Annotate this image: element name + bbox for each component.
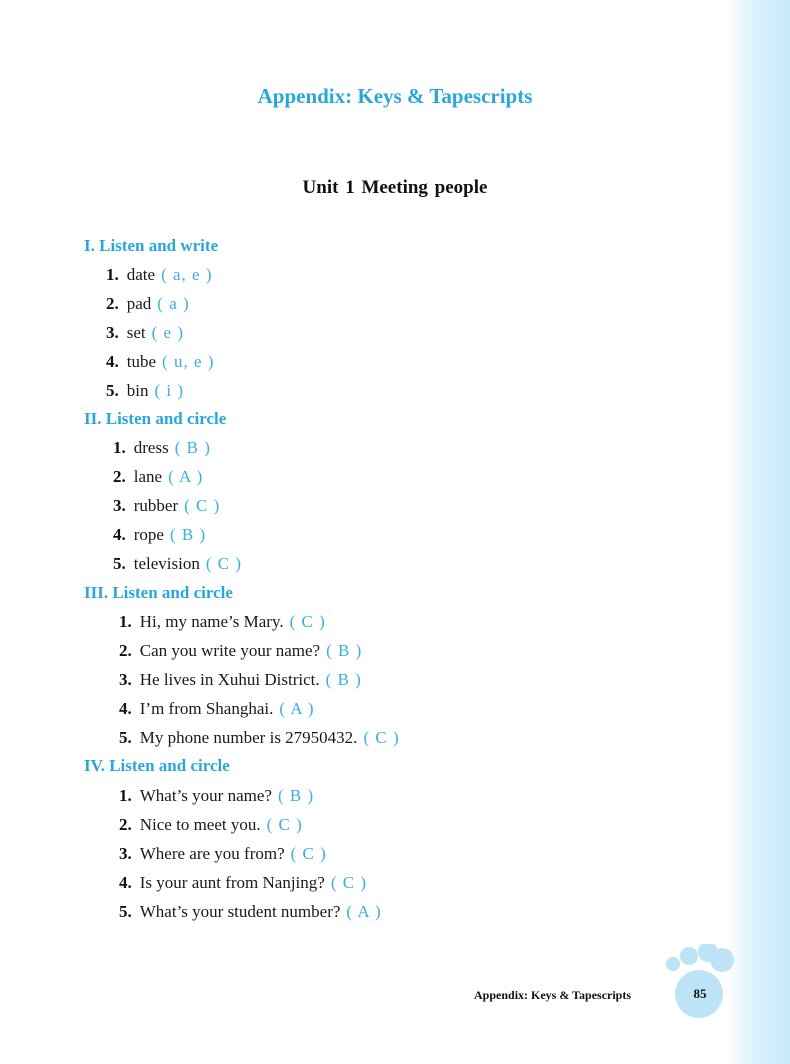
- paw-print-icon: [662, 944, 742, 1024]
- item-answer: ( B ): [325, 670, 362, 689]
- item-text: date: [126, 265, 156, 284]
- item-number: 2.: [113, 467, 126, 486]
- list-item: [119, 670, 362, 690]
- item-text: rubber: [133, 496, 179, 515]
- list-item: [119, 873, 367, 893]
- item-number: 4.: [119, 699, 132, 718]
- list-item: [119, 902, 382, 922]
- item-answer: ( a, e ): [161, 265, 213, 284]
- item-text: I’m from Shanghai.: [139, 699, 274, 718]
- list-item: [119, 815, 303, 835]
- unit-title: Unit 1 Meeting people: [302, 177, 488, 198]
- item-answer: ( A ): [168, 467, 204, 486]
- item-text: bin: [126, 381, 149, 400]
- item-text: lane: [133, 467, 163, 486]
- list-item: [113, 438, 211, 458]
- item-answer: ( A ): [279, 699, 315, 718]
- item-answer: ( u, e ): [162, 352, 215, 371]
- list-item: [119, 728, 400, 748]
- list-item: [119, 844, 327, 864]
- item-answer: ( C ): [290, 844, 327, 863]
- item-answer: ( B ): [326, 641, 363, 660]
- item-number: 3.: [119, 844, 132, 863]
- item-number: 3.: [119, 670, 132, 689]
- item-number: 5.: [106, 381, 119, 400]
- item-answer: ( C ): [289, 612, 326, 631]
- item-text: tube: [126, 352, 157, 371]
- item-answer: ( a ): [157, 294, 190, 313]
- item-number: 1.: [119, 786, 132, 805]
- list-item: [106, 294, 190, 314]
- item-text: He lives in Xuhui District.: [139, 670, 320, 689]
- list-item: [119, 699, 315, 719]
- item-answer: ( C ): [184, 496, 221, 515]
- item-answer: ( B ): [174, 438, 211, 457]
- item-number: 2.: [119, 641, 132, 660]
- page-title: Appendix: Keys & Tapescripts: [257, 84, 533, 108]
- list-item: [119, 641, 362, 661]
- item-text: rope: [133, 525, 164, 544]
- item-number: 4.: [119, 873, 132, 892]
- item-answer: ( B ): [169, 525, 207, 544]
- list-item: [106, 381, 184, 401]
- section-heading-listen-and-circle-2: II. Listen and circle: [84, 409, 227, 428]
- item-answer: ( A ): [346, 902, 382, 921]
- page-number: 85: [693, 986, 707, 1001]
- section-heading-listen-and-write: I. Listen and write: [84, 236, 219, 255]
- item-answer: ( e ): [151, 323, 185, 342]
- item-text: My phone number is 27950432.: [139, 728, 358, 747]
- item-text: set: [126, 323, 146, 342]
- item-number: 5.: [119, 902, 132, 921]
- item-answer: ( i ): [154, 381, 185, 400]
- item-answer: ( B ): [277, 786, 315, 805]
- item-number: 4.: [113, 525, 126, 544]
- item-number: 1.: [106, 265, 119, 284]
- item-answer: ( C ): [363, 728, 400, 747]
- item-number: 4.: [106, 352, 119, 371]
- item-text: Nice to meet you.: [139, 815, 261, 834]
- item-number: 1.: [113, 438, 126, 457]
- item-text: Where are you from?: [139, 844, 285, 863]
- list-item: [106, 323, 184, 343]
- list-item: [106, 265, 213, 285]
- item-number: 5.: [113, 554, 126, 573]
- list-item: [119, 612, 326, 632]
- item-text: Hi, my name’s Mary.: [139, 612, 284, 631]
- list-item: [113, 554, 242, 574]
- item-number: 2.: [106, 294, 119, 313]
- item-text: pad: [126, 294, 152, 313]
- item-text: What’s your student number?: [139, 902, 341, 921]
- item-number: 3.: [113, 496, 126, 515]
- item-answer: ( C ): [266, 815, 303, 834]
- item-text: Can you write your name?: [139, 641, 321, 660]
- item-text: television: [133, 554, 200, 573]
- item-answer: ( C ): [330, 873, 367, 892]
- item-number: 3.: [106, 323, 119, 342]
- item-number: 5.: [119, 728, 132, 747]
- list-item: [119, 786, 314, 806]
- section-heading-listen-and-circle-3: III. Listen and circle: [84, 583, 233, 602]
- item-number: 1.: [119, 612, 132, 631]
- item-number: 2.: [119, 815, 132, 834]
- side-strip: [728, 0, 790, 1064]
- footer-running-title: Appendix: Keys & Tapescripts: [474, 988, 632, 1002]
- item-text: dress: [133, 438, 169, 457]
- item-answer: ( C ): [205, 554, 243, 573]
- list-item: [106, 352, 214, 372]
- item-text: Is your aunt from Nanjing?: [139, 873, 325, 892]
- item-text: What’s your name?: [139, 786, 272, 805]
- list-item: [113, 496, 220, 516]
- section-heading-listen-and-circle-4: IV. Listen and circle: [84, 756, 230, 775]
- list-item: [113, 467, 203, 487]
- list-item: [113, 525, 206, 545]
